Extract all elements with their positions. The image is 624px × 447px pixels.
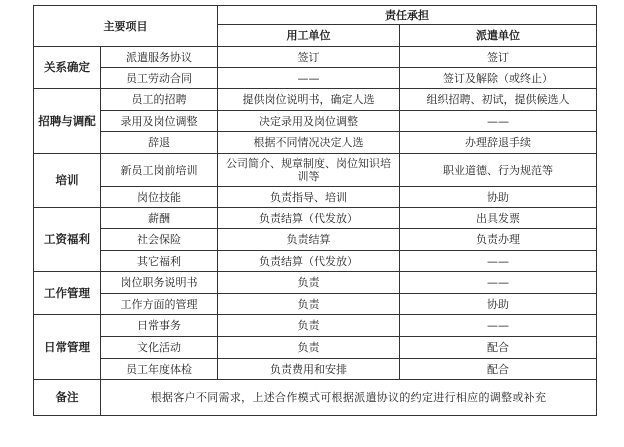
row-employer: 负责结算（代发放） (218, 251, 400, 272)
row-dispatcher: 组织招聘、初试，提供候选人 (400, 89, 597, 111)
row-item: 员工劳动合同 (101, 68, 218, 89)
remarks-text: 根据客户不同需求，上述合作模式可根据派遣协议的约定进行相应的调整或补充 (101, 380, 597, 416)
category-daily-management: 日常管理 (34, 315, 101, 380)
row-dispatcher: —— (400, 111, 597, 132)
header-responsibility: 责任承担 (218, 6, 597, 25)
table-row (34, 272, 597, 294)
row-item: 岗位职务说明书 (101, 272, 218, 294)
header-dispatcher: 派遣单位 (400, 25, 597, 47)
row-dispatcher: 负责办理 (400, 229, 597, 251)
row-item: 录用及岗位调整 (101, 111, 218, 132)
row-item: 辞退 (101, 132, 218, 154)
row-dispatcher: 协助 (400, 294, 597, 315)
table-row (34, 229, 597, 251)
row-dispatcher: 协助 (400, 187, 597, 208)
row-employer: 负责费用和安排 (218, 359, 400, 380)
table-row (34, 89, 597, 111)
remarks-label: 备注 (34, 380, 101, 416)
row-item: 文化活动 (101, 337, 218, 359)
table-row (34, 251, 597, 272)
row-item: 日常事务 (101, 315, 218, 337)
header-employer: 用工单位 (218, 25, 400, 47)
table-row (34, 111, 597, 132)
table-row (34, 68, 597, 89)
row-dispatcher: 签订及解除（或终止） (400, 68, 597, 89)
responsibility-table (33, 5, 597, 416)
table-row (34, 208, 597, 229)
table-row (34, 154, 597, 187)
category-compensation: 工资福利 (34, 208, 101, 272)
row-employer: 决定录用及岗位调整 (218, 111, 400, 132)
table-row (34, 294, 597, 315)
row-dispatcher: 签订 (400, 47, 597, 68)
responsibility-table-container (33, 5, 596, 416)
remarks-row (34, 380, 597, 416)
table-row (34, 359, 597, 380)
row-dispatcher: 配合 (400, 337, 597, 359)
table-row (34, 337, 597, 359)
row-item: 派遣服务协议 (101, 47, 218, 68)
row-item: 薪酬 (101, 208, 218, 229)
row-item: 员工年度体检 (101, 359, 218, 380)
row-item: 新员工岗前培训 (101, 154, 218, 187)
row-employer: 负责 (218, 272, 400, 294)
header-main-items: 主要项目 (34, 6, 218, 47)
row-employer: 负责结算（代发放） (218, 208, 400, 229)
row-dispatcher: 职业道德、行为规范等 (400, 154, 597, 187)
row-employer: 负责 (218, 294, 400, 315)
row-dispatcher: —— (400, 272, 597, 294)
row-employer: 提供岗位说明书，确定人选 (218, 89, 400, 111)
table-row (34, 315, 597, 337)
category-work-management: 工作管理 (34, 272, 101, 315)
row-employer: 签订 (218, 47, 400, 68)
row-employer: —— (218, 68, 400, 89)
row-employer: 负责指导、培训 (218, 187, 400, 208)
row-employer: 负责 (218, 337, 400, 359)
category-recruitment: 招聘与调配 (34, 89, 101, 154)
row-employer: 公司简介、规章制度、岗位知识培训等 (218, 154, 400, 187)
row-employer: 负责结算 (218, 229, 400, 251)
row-employer: 根据不同情况决定人选 (218, 132, 400, 154)
category-relationship: 关系确定 (34, 47, 101, 89)
row-employer: 负责 (218, 315, 400, 337)
table-row (34, 187, 597, 208)
row-dispatcher: —— (400, 251, 597, 272)
row-dispatcher: 办理辞退手续 (400, 132, 597, 154)
category-training: 培训 (34, 154, 101, 208)
table-row (34, 132, 597, 154)
row-dispatcher: —— (400, 315, 597, 337)
table-row (34, 47, 597, 68)
row-item: 工作方面的管理 (101, 294, 218, 315)
row-item: 岗位技能 (101, 187, 218, 208)
row-item: 员工的招聘 (101, 89, 218, 111)
row-dispatcher: 出具发票 (400, 208, 597, 229)
row-dispatcher: 配合 (400, 359, 597, 380)
row-item: 社会保险 (101, 229, 218, 251)
row-item: 其它福利 (101, 251, 218, 272)
